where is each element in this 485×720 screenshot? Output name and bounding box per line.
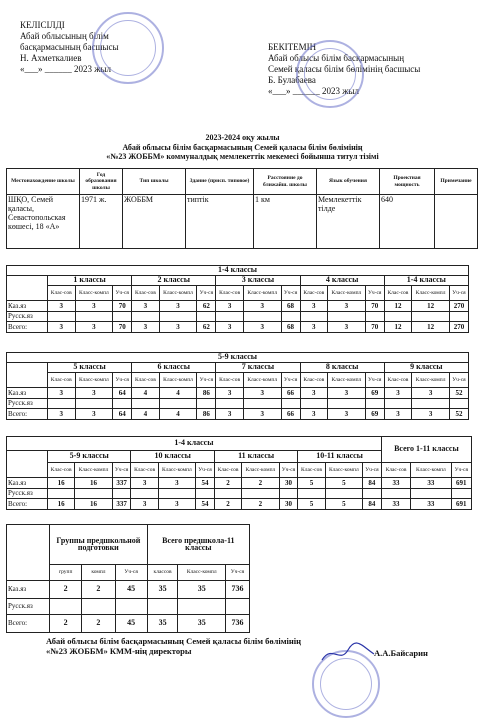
data-cell: 12 bbox=[412, 301, 450, 312]
info-header: Здание (присп. типовое) bbox=[186, 169, 254, 195]
data-cell: 84 bbox=[363, 478, 382, 489]
group-header: 8 классы bbox=[300, 363, 384, 373]
data-cell bbox=[82, 599, 115, 615]
data-cell: 70 bbox=[113, 301, 132, 312]
data-cell: 45 bbox=[115, 615, 147, 633]
data-cell: 12 bbox=[384, 301, 412, 312]
preschool-table bbox=[6, 524, 250, 633]
subheader-cell: компл bbox=[82, 565, 115, 581]
data-cell: 3 bbox=[132, 322, 160, 333]
data-cell: 2 bbox=[82, 581, 115, 599]
data-cell bbox=[158, 489, 195, 499]
data-cell: 4 bbox=[132, 388, 160, 399]
subheader-cell: Класс-компл bbox=[243, 286, 281, 301]
data-cell bbox=[159, 312, 197, 322]
document-title bbox=[40, 133, 445, 162]
data-cell: 2 bbox=[82, 615, 115, 633]
data-cell: 337 bbox=[112, 499, 131, 510]
data-cell: 3 bbox=[216, 301, 244, 312]
group-header: 4 классы bbox=[300, 276, 384, 286]
subheader-row bbox=[7, 286, 469, 301]
data-cell: 3 bbox=[132, 301, 160, 312]
data-cell bbox=[281, 312, 300, 322]
subheader-cell: Класс-компл bbox=[159, 286, 197, 301]
row-rus bbox=[7, 312, 469, 322]
subheader-cell: Уч-ся bbox=[225, 565, 249, 581]
row-total bbox=[7, 409, 469, 420]
data-cell: 68 bbox=[281, 322, 300, 333]
agreed-line: Н. Ахметкалиев bbox=[20, 53, 82, 63]
data-cell: 3 bbox=[48, 388, 76, 399]
group-header: 11 классы bbox=[214, 451, 297, 463]
data-cell: 2 bbox=[214, 499, 241, 510]
data-cell bbox=[384, 399, 412, 409]
data-cell bbox=[112, 489, 131, 499]
data-cell: 70 bbox=[365, 301, 384, 312]
data-cell bbox=[365, 399, 384, 409]
data-cell: 33 bbox=[411, 478, 451, 489]
data-cell bbox=[365, 312, 384, 322]
data-cell: 3 bbox=[328, 409, 366, 420]
data-cell: 52 bbox=[449, 388, 468, 399]
row-label: Всего: bbox=[7, 499, 48, 510]
subheader-cell: Уч-ся bbox=[279, 463, 298, 478]
subheader-cell: Класс-компл bbox=[328, 373, 366, 388]
row-label: Всего: bbox=[7, 322, 48, 333]
data-cell: 30 bbox=[279, 499, 298, 510]
info-header: Примечание bbox=[435, 169, 478, 195]
row-kaz bbox=[7, 301, 469, 312]
data-cell: 33 bbox=[381, 499, 410, 510]
group-header: 1-4 классы bbox=[384, 276, 468, 286]
grades-summary-table bbox=[6, 436, 472, 510]
data-cell: 3 bbox=[328, 301, 366, 312]
info-cell: типтік bbox=[186, 195, 254, 249]
row-rus bbox=[7, 599, 250, 615]
grades-1-4-table bbox=[6, 265, 469, 333]
info-header: Проектная мощность bbox=[380, 169, 435, 195]
row-rus bbox=[7, 489, 472, 499]
grid-title: 1-4 классы bbox=[7, 266, 469, 276]
data-cell bbox=[75, 399, 113, 409]
data-cell: 35 bbox=[147, 615, 178, 633]
data-cell: 4 bbox=[132, 409, 160, 420]
data-cell: 270 bbox=[449, 301, 468, 312]
info-cell bbox=[435, 195, 478, 249]
subheader-cell: Уч-ся bbox=[451, 463, 471, 478]
row-kaz bbox=[7, 388, 469, 399]
data-cell: 3 bbox=[158, 499, 195, 510]
grades-5-9-table bbox=[6, 352, 469, 420]
subheader-cell: Уч-ся bbox=[112, 463, 131, 478]
row-total bbox=[7, 499, 472, 510]
subheader-cell: Класс-компл bbox=[158, 463, 195, 478]
group-header: 5-9 классы bbox=[48, 451, 131, 463]
subheader-cell: Уч-ся bbox=[196, 463, 215, 478]
group-header: 6 классы bbox=[132, 363, 216, 373]
footer-line: Абай облысы білім басқармасының Семей қаласы білім бөлімінің bbox=[46, 636, 302, 646]
data-cell bbox=[216, 312, 244, 322]
data-cell: 16 bbox=[48, 499, 75, 510]
data-cell bbox=[113, 399, 132, 409]
subheader-cell: Клас-сов bbox=[48, 286, 76, 301]
data-cell bbox=[75, 489, 112, 499]
subheader-cell: Клас-сов bbox=[132, 373, 160, 388]
data-cell bbox=[363, 489, 382, 499]
data-cell bbox=[132, 312, 160, 322]
data-cell: 2 bbox=[214, 478, 241, 489]
data-cell: 3 bbox=[131, 499, 158, 510]
data-cell: 52 bbox=[449, 409, 468, 420]
agreed-line: КЕЛІСІЛДІ bbox=[20, 20, 65, 30]
group-header: Группы предшкольной подготовки bbox=[50, 525, 148, 565]
data-cell bbox=[48, 312, 76, 322]
subheader-cell: Уч-ся bbox=[197, 373, 216, 388]
subheader-cell: Клас-сов bbox=[384, 286, 412, 301]
info-header: Тип школы bbox=[123, 169, 186, 195]
data-cell: 16 bbox=[75, 499, 112, 510]
group-header: 3 классы bbox=[216, 276, 300, 286]
data-cell: 54 bbox=[196, 499, 215, 510]
total-title: Всего 1-11 классы bbox=[381, 437, 471, 463]
data-cell bbox=[298, 489, 325, 499]
row-label: Русск.яз bbox=[7, 599, 50, 615]
row-label: Русск.яз bbox=[7, 399, 48, 409]
data-cell bbox=[328, 399, 366, 409]
info-header: Язык обучения bbox=[317, 169, 380, 195]
data-cell: 70 bbox=[365, 322, 384, 333]
data-cell: 3 bbox=[243, 388, 281, 399]
data-cell: 84 bbox=[363, 499, 382, 510]
info-cell: 1 км bbox=[254, 195, 317, 249]
data-cell: 62 bbox=[197, 301, 216, 312]
data-cell: 62 bbox=[197, 322, 216, 333]
data-cell: 337 bbox=[112, 478, 131, 489]
signature bbox=[318, 640, 378, 666]
subheader-cell: Класс-компл bbox=[75, 463, 112, 478]
row-kaz bbox=[7, 581, 250, 599]
data-cell: 3 bbox=[158, 478, 195, 489]
data-cell: 736 bbox=[225, 615, 249, 633]
subheader-cell: Уч-ся bbox=[449, 286, 468, 301]
data-cell: 2 bbox=[50, 581, 82, 599]
subheader-cell: Класс-компл bbox=[75, 286, 113, 301]
data-cell: 691 bbox=[451, 499, 471, 510]
data-cell: 270 bbox=[449, 322, 468, 333]
subheader-cell: Класс-компл bbox=[325, 463, 362, 478]
row-label: Русск.яз bbox=[7, 312, 48, 322]
stamp-right bbox=[296, 40, 364, 108]
data-cell bbox=[132, 399, 160, 409]
data-cell bbox=[411, 489, 451, 499]
data-cell: 86 bbox=[197, 388, 216, 399]
data-cell: 3 bbox=[243, 301, 281, 312]
data-cell: 64 bbox=[113, 409, 132, 420]
subheader-cell: Класс-компл bbox=[243, 373, 281, 388]
data-cell: 2 bbox=[242, 499, 279, 510]
data-cell: 3 bbox=[48, 322, 76, 333]
data-cell: 5 bbox=[325, 478, 362, 489]
row-label: Каз.яз bbox=[7, 388, 48, 399]
approved-line: «___» ______ 2023 жыл bbox=[268, 86, 360, 96]
data-cell: 3 bbox=[159, 322, 197, 333]
row-kaz bbox=[7, 478, 472, 489]
data-cell: 66 bbox=[281, 388, 300, 399]
info-header: Расстояние до ближайш. школы bbox=[254, 169, 317, 195]
data-cell: 35 bbox=[178, 615, 225, 633]
data-cell bbox=[197, 399, 216, 409]
subheader-cell: Уч-ся bbox=[113, 286, 132, 301]
data-cell bbox=[242, 489, 279, 499]
subheader-cell: Уч-ся bbox=[113, 373, 132, 388]
group-header: 10 классы bbox=[131, 451, 214, 463]
row-label: Всего: bbox=[7, 409, 48, 420]
data-cell: 3 bbox=[300, 409, 328, 420]
subheader-cell: Уч-ся bbox=[281, 373, 300, 388]
subheader-cell: Класс-компл bbox=[75, 373, 113, 388]
data-cell: 3 bbox=[159, 301, 197, 312]
data-cell: 3 bbox=[75, 301, 113, 312]
data-cell bbox=[48, 489, 75, 499]
data-cell: 45 bbox=[115, 581, 147, 599]
data-cell: 69 bbox=[365, 388, 384, 399]
data-cell: 3 bbox=[75, 322, 113, 333]
data-cell: 5 bbox=[325, 499, 362, 510]
data-cell: 5 bbox=[298, 478, 325, 489]
data-cell: 3 bbox=[216, 409, 244, 420]
school-info-table bbox=[6, 168, 478, 249]
data-cell: 4 bbox=[159, 409, 197, 420]
data-cell: 68 bbox=[281, 301, 300, 312]
row-label: Каз.яз bbox=[7, 478, 48, 489]
data-cell: 35 bbox=[147, 581, 178, 599]
data-cell bbox=[412, 312, 450, 322]
subheader-cell: Клас-сов bbox=[381, 463, 410, 478]
data-cell: 3 bbox=[412, 388, 450, 399]
data-cell bbox=[48, 399, 76, 409]
data-cell: 12 bbox=[384, 322, 412, 333]
data-cell: 3 bbox=[216, 388, 244, 399]
subheader-cell: Уч-ся bbox=[197, 286, 216, 301]
group-header: 10-11 классы bbox=[298, 451, 381, 463]
data-cell: 54 bbox=[196, 478, 215, 489]
data-cell bbox=[115, 599, 147, 615]
data-cell bbox=[279, 489, 298, 499]
subheader-cell: Клас-сов bbox=[48, 463, 75, 478]
subheader-cell: Клас-сов bbox=[48, 373, 76, 388]
subheader-cell: Класс-компл bbox=[411, 463, 451, 478]
data-cell bbox=[449, 312, 468, 322]
info-header: Год образования школы bbox=[80, 169, 123, 195]
subheader-cell: Класс-компл bbox=[159, 373, 197, 388]
data-cell bbox=[197, 312, 216, 322]
data-cell: 3 bbox=[412, 409, 450, 420]
data-cell: 66 bbox=[281, 409, 300, 420]
data-cell bbox=[214, 489, 241, 499]
data-cell: 3 bbox=[75, 409, 113, 420]
data-cell: 69 bbox=[365, 409, 384, 420]
data-cell: 16 bbox=[48, 478, 75, 489]
title-line: Абай облысы білім басқармасының Семей қаласы білім бөлімінің bbox=[122, 142, 363, 152]
subheader-cell: Клас-сов bbox=[384, 373, 412, 388]
info-header: Местонахождение школы bbox=[7, 169, 80, 195]
title-line: «№23 ЖОББМ» коммуналдық мемлекеттік мекемесі бойынша титул тізімі bbox=[106, 152, 379, 161]
subheader-cell: Клас-сов bbox=[216, 286, 244, 301]
info-cell: ШҚО, Семей қаласы, Севастопольская көшесі, 18 «А» bbox=[7, 195, 80, 249]
approved-line: Абай облысы білім басқармасының bbox=[268, 53, 405, 63]
data-cell bbox=[328, 312, 366, 322]
data-cell bbox=[178, 599, 225, 615]
footer-line: «№23 ЖОББМ» КММ-нің директоры bbox=[46, 646, 192, 656]
subheader-cell: Уч-ся bbox=[363, 463, 382, 478]
subheader-cell: Клас-сов bbox=[131, 463, 158, 478]
subheader-cell: Клас-сов bbox=[214, 463, 241, 478]
group-header: 2 классы bbox=[132, 276, 216, 286]
grid-title: 1-4 классы bbox=[7, 437, 382, 451]
data-cell bbox=[147, 599, 178, 615]
data-cell: 3 bbox=[216, 322, 244, 333]
data-cell: 3 bbox=[243, 409, 281, 420]
subheader-cell: Класс-компл bbox=[412, 373, 450, 388]
row-rus bbox=[7, 399, 469, 409]
data-cell: 35 bbox=[178, 581, 225, 599]
data-cell bbox=[300, 312, 328, 322]
data-cell bbox=[75, 312, 113, 322]
subheader-cell: Уч-ся bbox=[449, 373, 468, 388]
row-label: Русск.яз bbox=[7, 489, 48, 499]
data-cell: 3 bbox=[243, 322, 281, 333]
data-cell: 33 bbox=[381, 478, 410, 489]
data-cell: 33 bbox=[411, 499, 451, 510]
subheader-cell: Уч-ся bbox=[365, 286, 384, 301]
data-cell bbox=[113, 312, 132, 322]
data-cell: 5 bbox=[298, 499, 325, 510]
data-cell: 3 bbox=[300, 301, 328, 312]
title-line: 2023-2024 оқу жылы bbox=[205, 133, 280, 142]
subheader-cell: Класс-компл bbox=[242, 463, 279, 478]
subheader-cell: Клас-сов bbox=[298, 463, 325, 478]
subheader-cell: Клас-сов bbox=[132, 286, 160, 301]
data-cell: 70 bbox=[113, 322, 132, 333]
data-cell bbox=[300, 399, 328, 409]
info-cell: ЖОББМ bbox=[123, 195, 186, 249]
data-cell bbox=[451, 489, 471, 499]
data-cell bbox=[159, 399, 197, 409]
agreed-line: басқармасының басшысы bbox=[20, 42, 119, 52]
data-cell bbox=[384, 312, 412, 322]
group-header: Всего предшкола-11 классы bbox=[147, 525, 249, 565]
row-total bbox=[7, 322, 469, 333]
group-header: 9 классы bbox=[384, 363, 468, 373]
data-cell: 30 bbox=[279, 478, 298, 489]
data-cell: 12 bbox=[412, 322, 450, 333]
data-cell bbox=[225, 599, 249, 615]
data-cell: 3 bbox=[131, 478, 158, 489]
grid-title: 5-9 классы bbox=[7, 353, 469, 363]
data-cell bbox=[412, 399, 450, 409]
data-cell: 691 bbox=[451, 478, 471, 489]
data-cell bbox=[243, 399, 281, 409]
data-cell: 2 bbox=[242, 478, 279, 489]
info-cell: Мемлекеттік тілде bbox=[317, 195, 380, 249]
subheader-cell: Класс-компл bbox=[178, 565, 225, 581]
data-cell: 3 bbox=[384, 388, 412, 399]
subheader-cell: Уч-ся bbox=[365, 373, 384, 388]
group-header: 5 классы bbox=[48, 363, 132, 373]
data-cell: 16 bbox=[75, 478, 112, 489]
data-cell: 3 bbox=[48, 409, 76, 420]
data-cell: 3 bbox=[300, 388, 328, 399]
data-cell: 3 bbox=[328, 388, 366, 399]
data-cell: 2 bbox=[50, 615, 82, 633]
subheader-cell: Уч-ся bbox=[281, 286, 300, 301]
subheader-cell: групп bbox=[50, 565, 82, 581]
subheader-row bbox=[7, 463, 472, 478]
subheader-cell: Клас-сов bbox=[216, 373, 244, 388]
approved-line: БЕКІТЕМІН bbox=[268, 42, 317, 52]
data-cell bbox=[196, 489, 215, 499]
subheader-row bbox=[7, 373, 469, 388]
row-label: Каз.яз bbox=[7, 581, 50, 599]
data-cell bbox=[381, 489, 410, 499]
row-total bbox=[7, 615, 250, 633]
agreed-line: Абай облысының білім bbox=[20, 31, 109, 41]
row-label: Каз.яз bbox=[7, 301, 48, 312]
data-cell bbox=[325, 489, 362, 499]
data-cell: 64 bbox=[113, 388, 132, 399]
data-cell bbox=[216, 399, 244, 409]
subheader-cell: Уч-ся bbox=[115, 565, 147, 581]
subheader-cell: Класс-компл bbox=[328, 286, 366, 301]
data-cell bbox=[243, 312, 281, 322]
data-cell: 4 bbox=[159, 388, 197, 399]
data-cell bbox=[281, 399, 300, 409]
subheader-cell: Клас-сов bbox=[300, 373, 328, 388]
agreed-line: «___» ______ 2023 жыл bbox=[20, 64, 112, 74]
data-cell bbox=[449, 399, 468, 409]
data-cell: 3 bbox=[48, 301, 76, 312]
data-cell: 3 bbox=[328, 322, 366, 333]
approved-line: Б. Булабаева bbox=[268, 75, 316, 85]
data-cell: 736 bbox=[225, 581, 249, 599]
info-cell: 640 bbox=[380, 195, 435, 249]
data-cell: 86 bbox=[197, 409, 216, 420]
stamp-left bbox=[92, 12, 164, 84]
row-label: Всего: bbox=[7, 615, 50, 633]
group-header: 1 классы bbox=[48, 276, 132, 286]
signer-name: А.А.Байсарин bbox=[374, 648, 428, 658]
data-cell: 3 bbox=[75, 388, 113, 399]
subheader-cell: Клас-сов bbox=[300, 286, 328, 301]
data-cell: 3 bbox=[300, 322, 328, 333]
data-cell: 3 bbox=[384, 409, 412, 420]
data-cell bbox=[50, 599, 82, 615]
subheader-cell: Класс-компл bbox=[412, 286, 450, 301]
approved-line: Семей қаласы білім бөлімінің басшысы bbox=[268, 64, 421, 74]
subheader-cell: классов bbox=[147, 565, 178, 581]
group-header: 7 классы bbox=[216, 363, 300, 373]
data-cell bbox=[131, 489, 158, 499]
info-cell: 1971 ж. bbox=[80, 195, 123, 249]
